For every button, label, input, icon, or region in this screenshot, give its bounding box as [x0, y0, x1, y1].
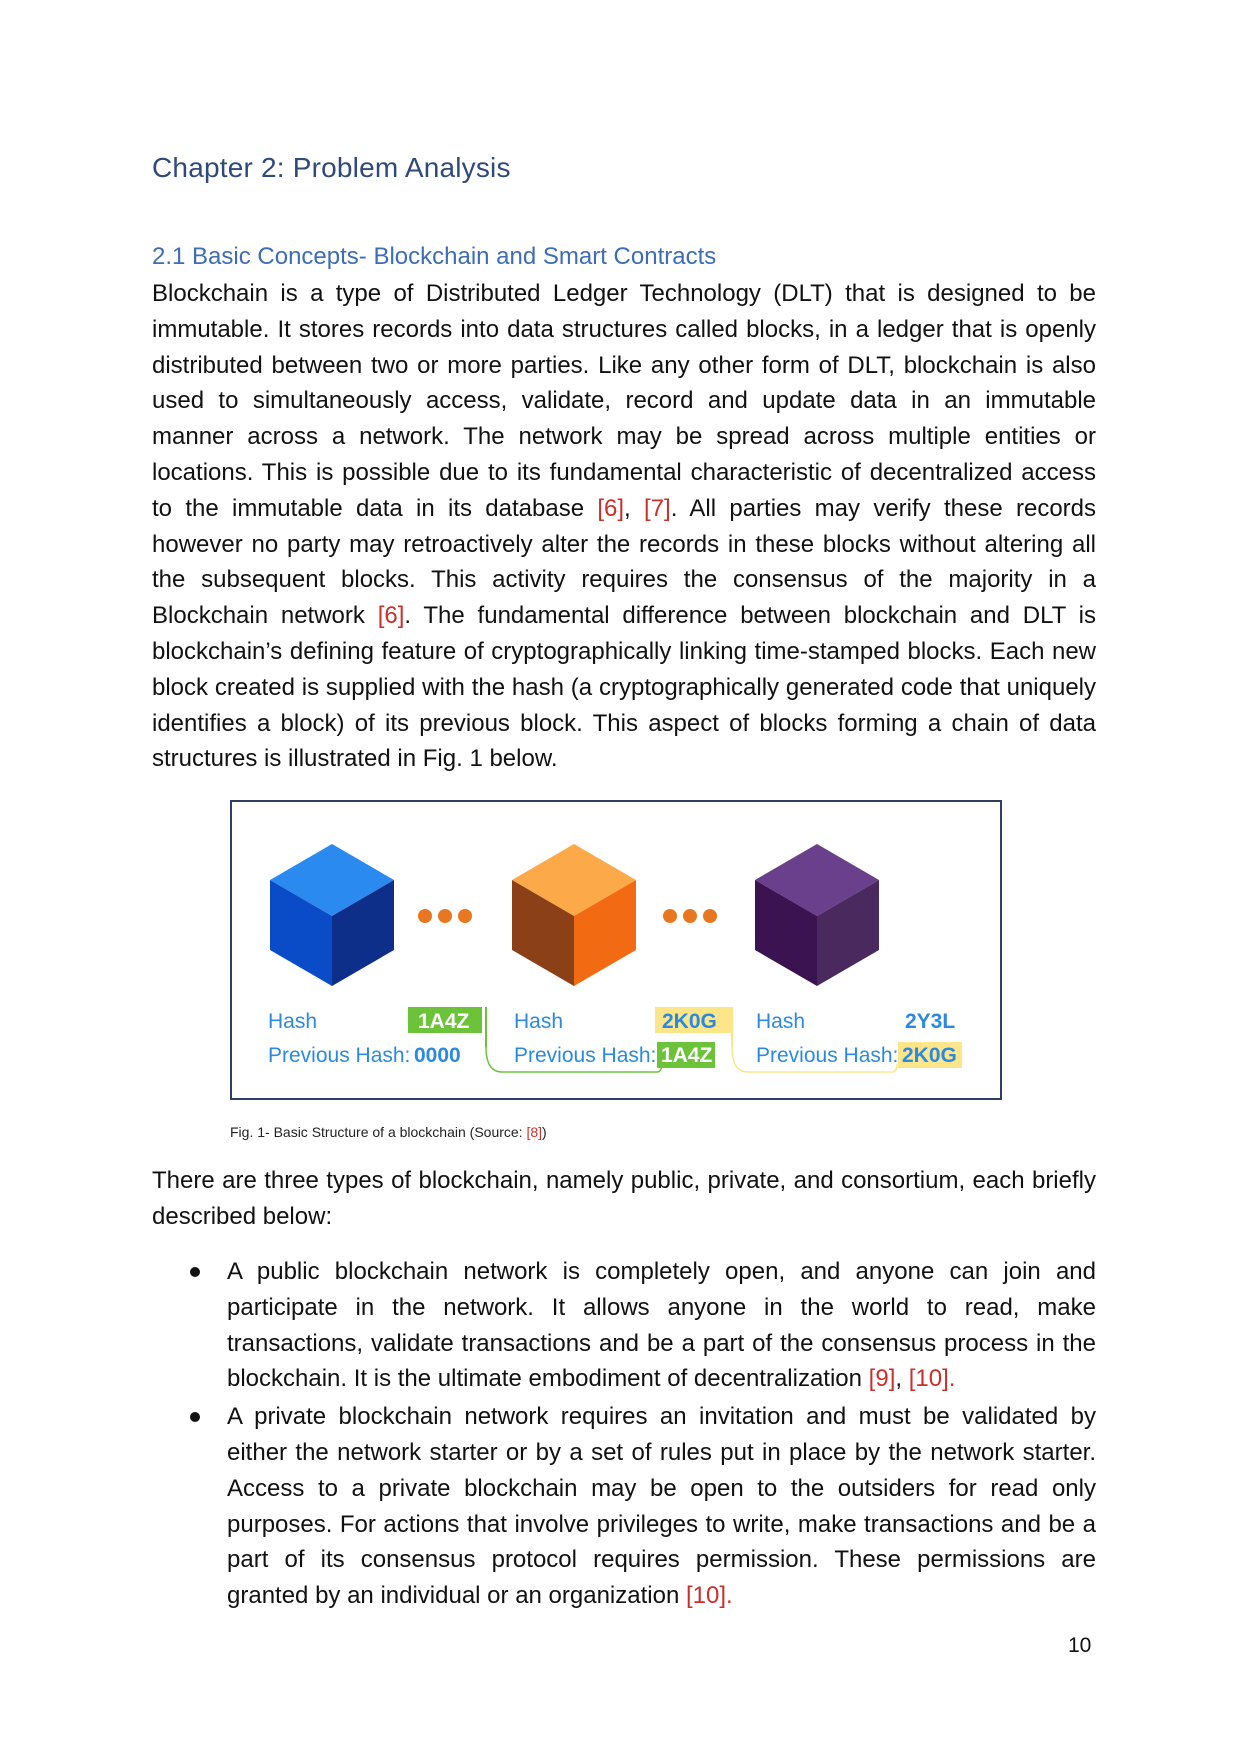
citation-link[interactable]: [9] [868, 1365, 896, 1393]
blockchain-diagram [232, 802, 1004, 1102]
caption-text: Fig. 1- Basic Structure of a blockchain (Source: [230, 1124, 527, 1140]
citation-link[interactable]: [10] [908, 1365, 949, 1393]
list-item-text: . [726, 1582, 733, 1610]
citation-link[interactable]: [10] [685, 1582, 727, 1610]
chain-dots-icon [418, 909, 472, 923]
blockchain-types-list [152, 1254, 1096, 1616]
hash-label: Hash [756, 1010, 806, 1033]
prev-hash-value: 0000 [414, 1044, 461, 1067]
paragraph-text: . All parties may verify these records however no party may retroactively alter the records in these blocks without altering all the subsequent blocks. This activity requires the consensus of the majority in a Blockchain network [152, 494, 1097, 630]
list-item-text: , [895, 1365, 909, 1393]
figure-caption [230, 1124, 547, 1140]
prev-hash-label: Previous Hash: [514, 1044, 657, 1067]
body-paragraph-1 [152, 276, 1096, 777]
list-item-text: A public blockchain network is completely open, and anyone can join and participate in the network. It allows anyone in the world to read, make transactions, validate transactions and be a part of the consensus process in the blockchain. It is the ultimate embodiment of decentralization [227, 1258, 1096, 1393]
chain-dots-icon [663, 909, 717, 923]
list-item [152, 1399, 1096, 1614]
paragraph-text: . The fundamental difference between blockchain and DLT is blockchain’s defining feature of cryptographically linking time-stamped blocks. Each new block created is supplied with the hash (a cryptographically generated code that uniquely identifies a block) of its previous block. This aspect of blocks forming a chain of data structures is illustrated in Fig. 1 below. [152, 602, 1096, 773]
blockchain-figure [230, 800, 1002, 1100]
bullet-icon [190, 1267, 200, 1277]
block-2-cube-icon [512, 844, 636, 986]
citation-link[interactable]: [8] [526, 1124, 543, 1140]
caption-text: ) [542, 1124, 547, 1140]
citation-link[interactable]: [6] [377, 602, 405, 630]
bullet-icon [190, 1412, 200, 1422]
hash-value: 2Y3L [905, 1010, 956, 1033]
page-number: 10 [1068, 1634, 1092, 1657]
body-paragraph-2: There are three types of blockchain, namely public, private, and consortium, each briefly described below: [152, 1167, 1096, 1230]
block-1-cube-icon [270, 844, 394, 986]
hash-value: 2K0G [662, 1010, 717, 1033]
citation-link[interactable]: [7] [644, 494, 671, 522]
section-title: 2.1 Basic Concepts- Blockchain and Smart Contracts [152, 243, 717, 270]
hash-value: 1A4Z [418, 1010, 470, 1033]
paragraph-text: Blockchain is a type of Distributed Ledger Technology (DLT) that is designed to be immutable. It stores records into data structures called blocks, in a ledger that is openly distributed between two or more parties. Like any other form of DLT, blockchain is also used to simultaneously access, validate, record and update data in an immutable manner across a network. The network may be spread across multiple entities or locations. This is possible due to its fundamental characteristic of decentralized access to the immutable data in its database [152, 280, 1096, 522]
hash-label: Hash [268, 1010, 318, 1033]
paragraph-text: , [624, 494, 645, 522]
prev-hash-value: 1A4Z [661, 1044, 713, 1067]
hash-label: Hash [514, 1010, 564, 1033]
prev-hash-label: Previous Hash: [268, 1044, 411, 1067]
citation-link[interactable]: [6] [597, 494, 625, 522]
list-item-text: . [948, 1365, 956, 1393]
prev-hash-label: Previous Hash: [756, 1044, 899, 1067]
chapter-title: Chapter 2: Problem Analysis [152, 152, 511, 183]
list-item [152, 1254, 1096, 1397]
list-item-text: A private blockchain network requires an invitation and must be validated by either the network starter or by a set of rules put in place by the network starter. Access to a private blockchain may be open to the outsiders for read only purposes. For actions that involve privileges to write, make transactions and be a part of its consensus protocol requires permission. These permissions are granted by an individual or an organization [227, 1403, 1096, 1610]
prev-hash-value: 2K0G [902, 1044, 957, 1067]
block-3-cube-icon [755, 844, 879, 986]
